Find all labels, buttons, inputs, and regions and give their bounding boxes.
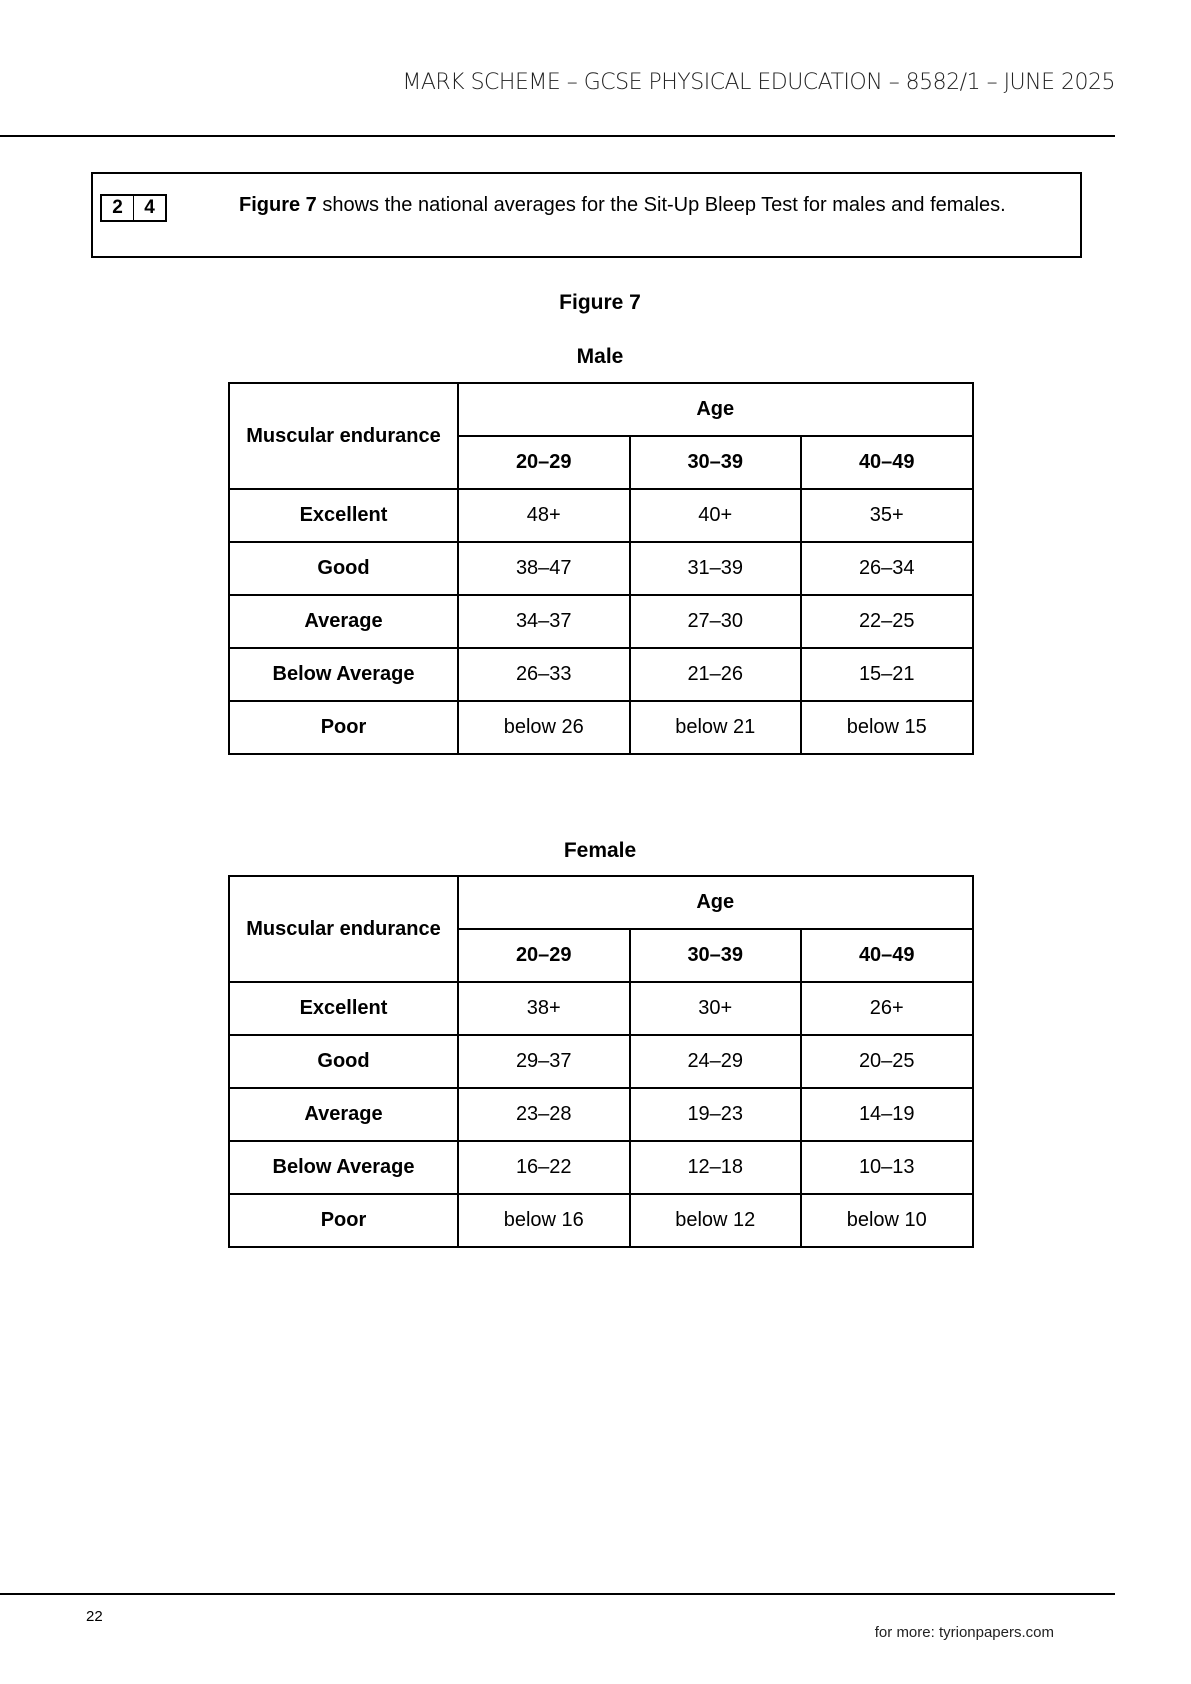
score-cell: 34–37 bbox=[458, 595, 630, 648]
table-row bbox=[229, 542, 973, 595]
score-cell: below 12 bbox=[630, 1194, 802, 1247]
score-cell: 26–33 bbox=[458, 648, 630, 701]
row-header: Muscular endurance bbox=[229, 383, 458, 489]
score-cell: 29–37 bbox=[458, 1035, 630, 1088]
table-title-male: Male bbox=[576, 345, 624, 368]
score-cell: 27–30 bbox=[630, 595, 802, 648]
score-cell: 24–29 bbox=[630, 1035, 802, 1088]
score-cell: 30+ bbox=[630, 982, 802, 1035]
figure-ref: Figure 7 bbox=[239, 194, 317, 216]
score-cell: 10–13 bbox=[801, 1141, 973, 1194]
score-cell: 15–21 bbox=[801, 648, 973, 701]
score-cell: 19–23 bbox=[630, 1088, 802, 1141]
footer-rule bbox=[0, 1593, 1115, 1595]
score-cell: 26–34 bbox=[801, 542, 973, 595]
rating-label: Poor bbox=[229, 1194, 458, 1247]
score-cell: 20–25 bbox=[801, 1035, 973, 1088]
endurance-table bbox=[228, 875, 974, 1248]
rating-label: Below Average bbox=[229, 1141, 458, 1194]
score-cell: below 26 bbox=[458, 701, 630, 754]
footer-link: for more: tyrionpapers.com bbox=[874, 1624, 1054, 1641]
rating-label: Excellent bbox=[229, 489, 458, 542]
score-cell: 23–28 bbox=[458, 1088, 630, 1141]
age-header: Age bbox=[458, 383, 973, 436]
score-cell: 38+ bbox=[458, 982, 630, 1035]
question-number bbox=[100, 194, 167, 222]
question-body: shows the national averages for the Sit-Up Bleep Test for males and females. bbox=[316, 194, 1006, 216]
score-cell: 35+ bbox=[801, 489, 973, 542]
score-cell: below 15 bbox=[801, 701, 973, 754]
age-column-header: 20–29 bbox=[458, 436, 630, 489]
table-row bbox=[229, 1194, 973, 1247]
score-cell: 22–25 bbox=[801, 595, 973, 648]
table-row bbox=[229, 1141, 973, 1194]
header-rule bbox=[0, 135, 1115, 137]
score-cell: 31–39 bbox=[630, 542, 802, 595]
rating-label: Poor bbox=[229, 701, 458, 754]
endurance-table bbox=[228, 382, 974, 755]
running-header: MARK SCHEME – GCSE PHYSICAL EDUCATION – 8582/1 – JUNE 2025 bbox=[402, 70, 1115, 95]
rating-label: Average bbox=[229, 595, 458, 648]
score-cell: below 16 bbox=[458, 1194, 630, 1247]
table-row bbox=[229, 1035, 973, 1088]
table-title-female: Female bbox=[563, 839, 637, 862]
figure-title: Figure 7 bbox=[559, 291, 641, 314]
score-cell: below 21 bbox=[630, 701, 802, 754]
page-number: 22 bbox=[86, 1608, 103, 1625]
age-column-header: 20–29 bbox=[458, 929, 630, 982]
score-cell: 26+ bbox=[801, 982, 973, 1035]
age-column-header: 30–39 bbox=[630, 929, 802, 982]
question-box bbox=[91, 172, 1082, 258]
score-cell: 12–18 bbox=[630, 1141, 802, 1194]
score-cell: below 10 bbox=[801, 1194, 973, 1247]
table-row bbox=[229, 982, 973, 1035]
age-column-header: 30–39 bbox=[630, 436, 802, 489]
age-header: Age bbox=[458, 876, 973, 929]
score-cell: 38–47 bbox=[458, 542, 630, 595]
score-cell: 48+ bbox=[458, 489, 630, 542]
rating-label: Below Average bbox=[229, 648, 458, 701]
table-row bbox=[229, 701, 973, 754]
table-row bbox=[229, 595, 973, 648]
rating-label: Good bbox=[229, 1035, 458, 1088]
age-column-header: 40–49 bbox=[801, 436, 973, 489]
rating-label: Good bbox=[229, 542, 458, 595]
table-row bbox=[229, 648, 973, 701]
question-digit: 2 bbox=[112, 197, 123, 218]
score-cell: 21–26 bbox=[630, 648, 802, 701]
score-cell: 14–19 bbox=[801, 1088, 973, 1141]
question-text bbox=[239, 192, 1039, 218]
score-cell: 40+ bbox=[630, 489, 802, 542]
table-row bbox=[229, 1088, 973, 1141]
rating-label: Excellent bbox=[229, 982, 458, 1035]
question-digit: 4 bbox=[133, 196, 165, 220]
rating-label: Average bbox=[229, 1088, 458, 1141]
age-column-header: 40–49 bbox=[801, 929, 973, 982]
row-header: Muscular endurance bbox=[229, 876, 458, 982]
table-row bbox=[229, 489, 973, 542]
score-cell: 16–22 bbox=[458, 1141, 630, 1194]
